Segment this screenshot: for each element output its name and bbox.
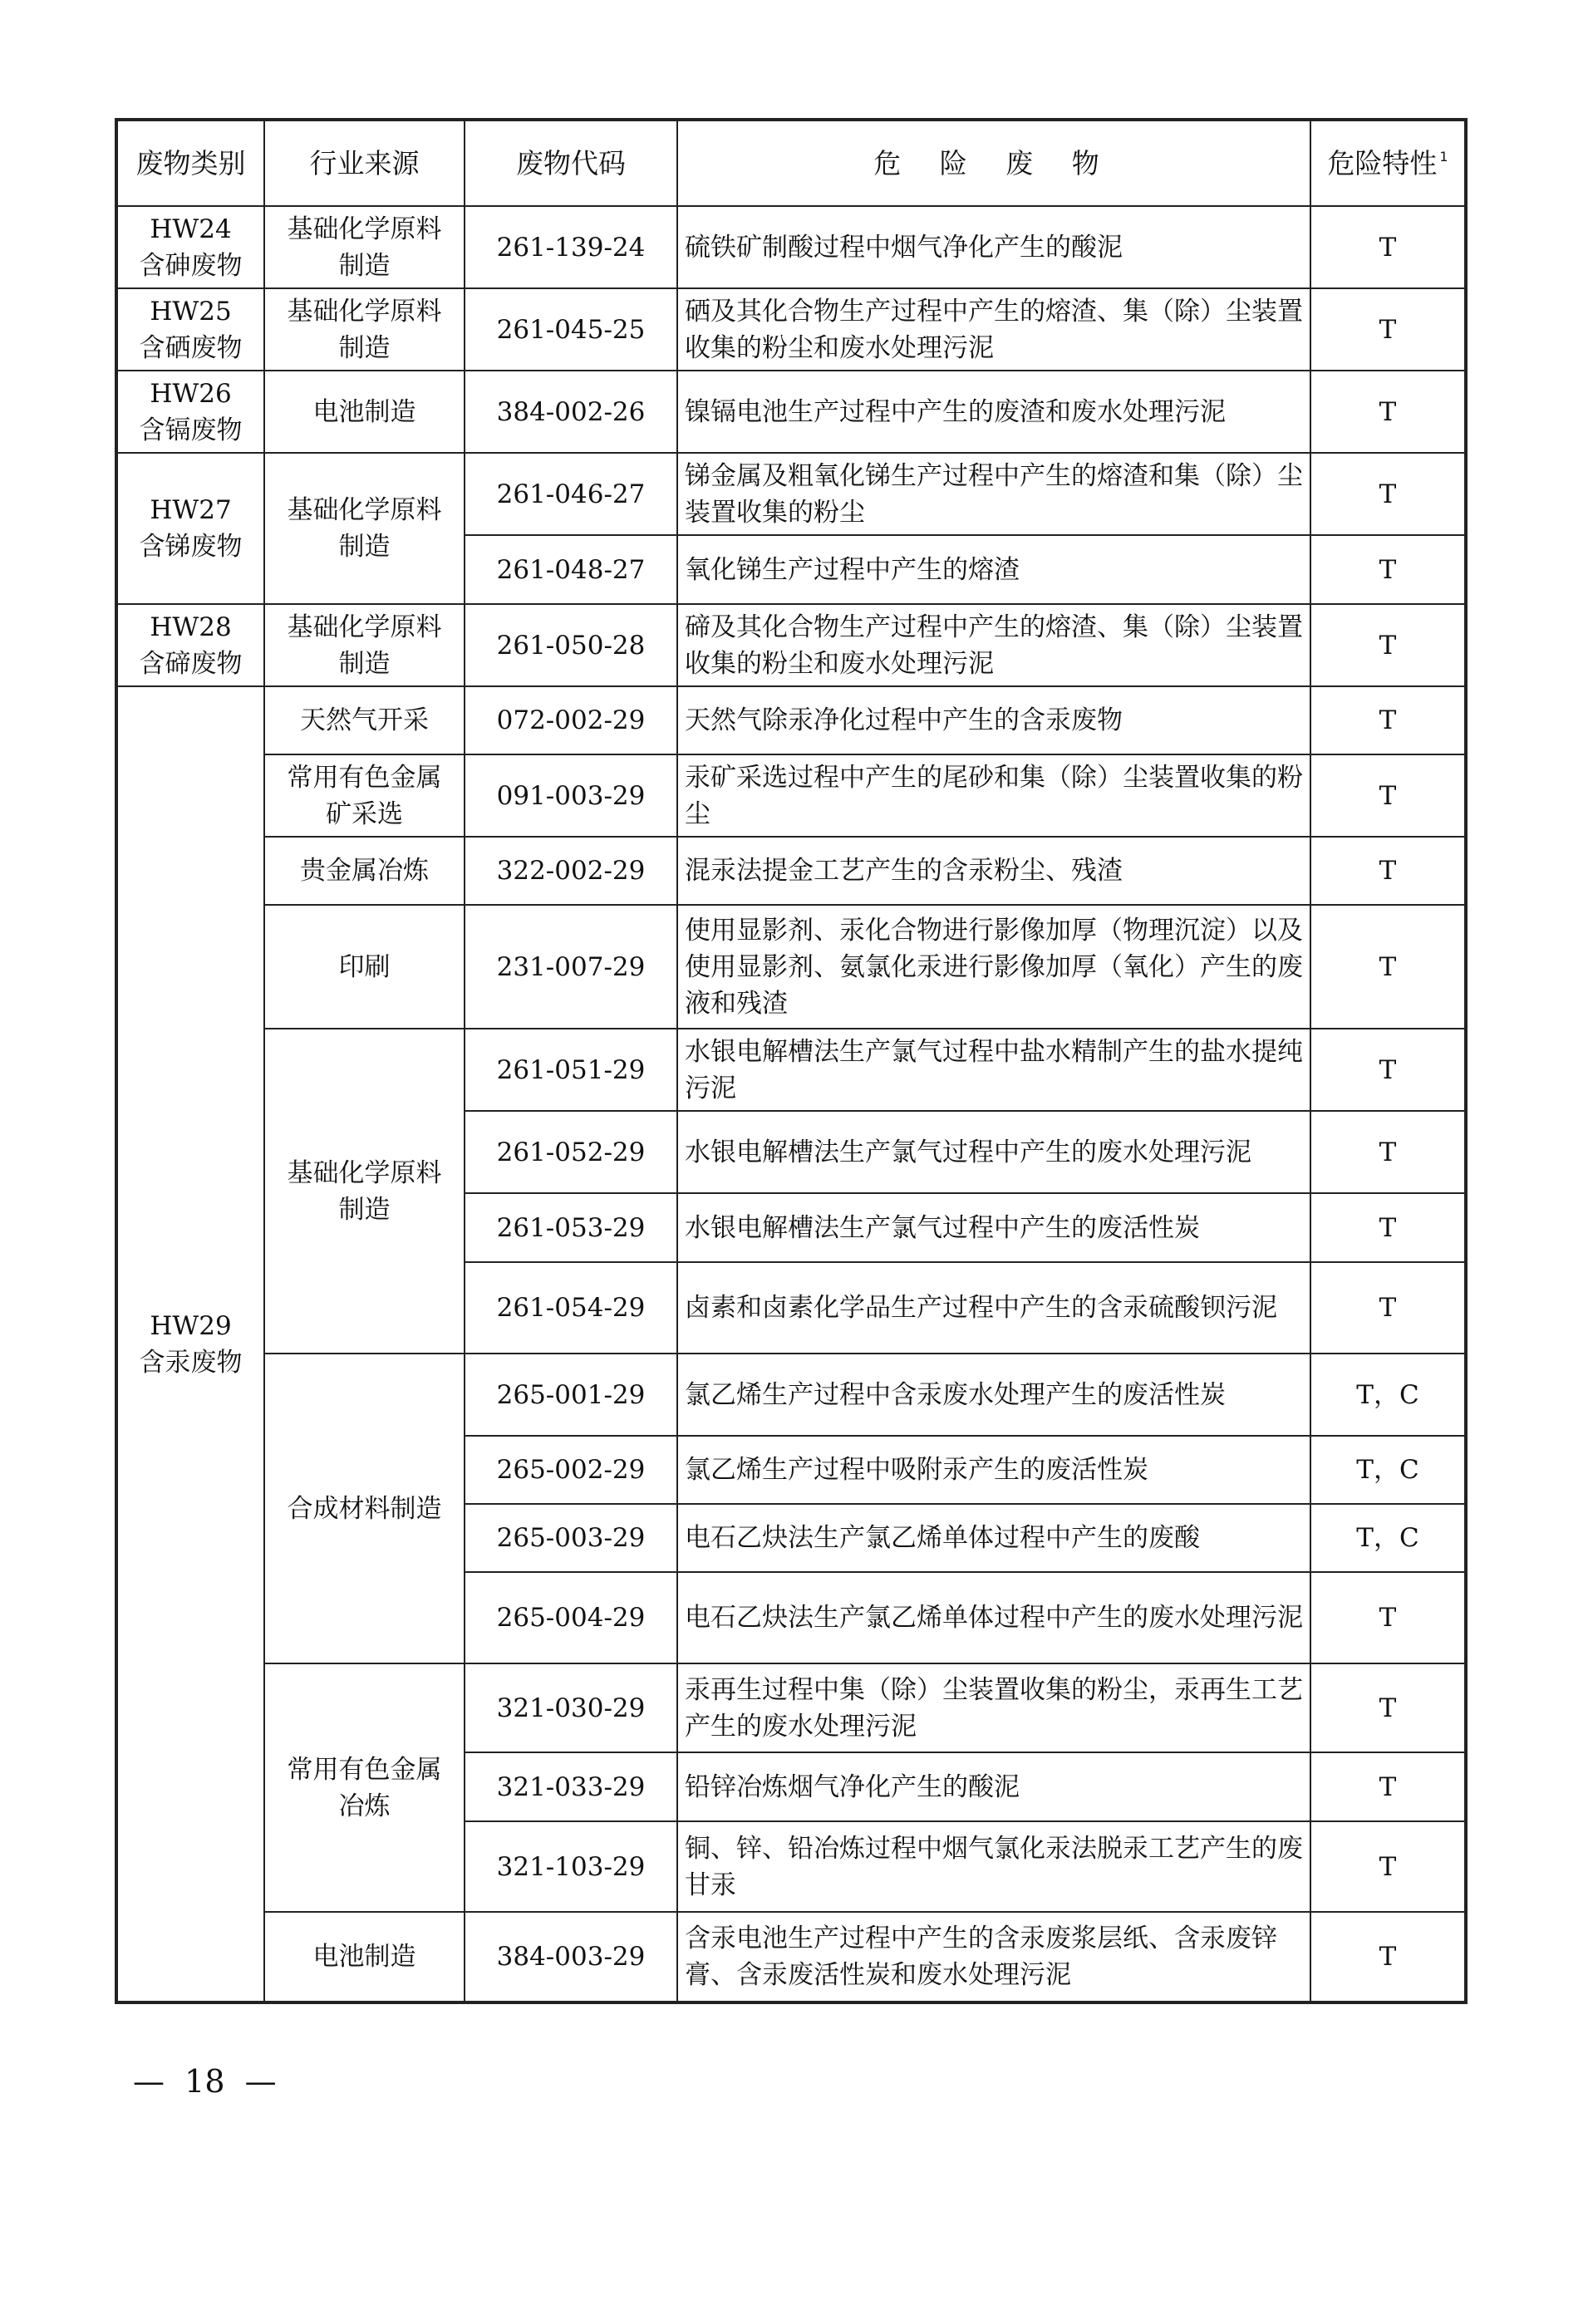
- hazard-cell: T: [1310, 686, 1466, 754]
- waste-cell: 汞矿采选过程中产生的尾砂和集（除）尘装置收集的粉尘: [677, 754, 1310, 837]
- page-number: — 18 —: [133, 2063, 277, 2100]
- source-cell: 合成材料制造: [264, 1354, 465, 1663]
- waste-cell: 硫铁矿制酸过程中烟气净化产生的酸泥: [677, 206, 1310, 288]
- code-cell: 261-050-28: [465, 604, 677, 686]
- hazard-cell: T: [1310, 754, 1466, 837]
- category-cell: HW26 含镉废物: [116, 371, 264, 453]
- header-code: 废物代码: [465, 120, 677, 206]
- source-cell: 电池制造: [264, 371, 465, 453]
- code-cell: 384-003-29: [465, 1912, 677, 2002]
- hazard-cell: T，C: [1310, 1504, 1466, 1572]
- hazard-cell: T: [1310, 288, 1466, 371]
- waste-cell: 天然气除汞净化过程中产生的含汞废物: [677, 686, 1310, 754]
- table-header-row: [116, 120, 1466, 206]
- waste-cell: 含汞电池生产过程中产生的含汞废浆层纸、含汞废锌膏、含汞废活性炭和废水处理污泥: [677, 1912, 1310, 2002]
- waste-cell: 水银电解槽法生产氯气过程中产生的废水处理污泥: [677, 1111, 1310, 1193]
- code-cell: 265-002-29: [465, 1436, 677, 1504]
- code-cell: 265-001-29: [465, 1354, 677, 1436]
- hazard-cell: T: [1310, 1912, 1466, 2002]
- waste-cell: 水银电解槽法生产氯气过程中产生的废活性炭: [677, 1193, 1310, 1262]
- category-cell: HW29 含汞废物: [116, 686, 264, 2002]
- waste-cell: 硒及其化合物生产过程中产生的熔渣、集（除）尘装置收集的粉尘和废水处理污泥: [677, 288, 1310, 371]
- code-cell: 091-003-29: [465, 754, 677, 837]
- category-cell: HW27 含锑废物: [116, 453, 264, 604]
- hazard-cell: T: [1310, 1262, 1466, 1354]
- waste-cell: 卤素和卤素化学品生产过程中产生的含汞硫酸钡污泥: [677, 1262, 1310, 1354]
- code-cell: 321-103-29: [465, 1821, 677, 1912]
- code-cell: 321-030-29: [465, 1663, 677, 1752]
- source-cell: 常用有色金属 冶炼: [264, 1663, 465, 1912]
- source-cell: 基础化学原料 制造: [264, 206, 465, 288]
- table-row: [116, 1354, 1466, 1436]
- hazard-cell: T，C: [1310, 1354, 1466, 1436]
- hazard-cell: T: [1310, 837, 1466, 905]
- footnote-marker: 1: [1439, 148, 1448, 165]
- waste-cell: 氧化锑生产过程中产生的熔渣: [677, 535, 1310, 604]
- waste-cell: 氯乙烯生产过程中含汞废水处理产生的废活性炭: [677, 1354, 1310, 1436]
- hazard-cell: T: [1310, 1193, 1466, 1262]
- table-row: [116, 754, 1466, 837]
- table-row: [116, 453, 1466, 535]
- table-row: [116, 1029, 1466, 1111]
- category-cell: HW28 含碲废物: [116, 604, 264, 686]
- table-row: [116, 206, 1466, 288]
- hazard-cell: T: [1310, 206, 1466, 288]
- code-cell: 261-051-29: [465, 1029, 677, 1111]
- hazard-cell: T: [1310, 905, 1466, 1029]
- source-cell: 基础化学原料 制造: [264, 1029, 465, 1354]
- waste-cell: 水银电解槽法生产氯气过程中盐水精制产生的盐水提纯污泥: [677, 1029, 1310, 1111]
- source-cell: 电池制造: [264, 1912, 465, 2002]
- waste-cell: 铅锌冶炼烟气净化产生的酸泥: [677, 1752, 1310, 1821]
- hazard-cell: T: [1310, 453, 1466, 535]
- waste-cell: 混汞法提金工艺产生的含汞粉尘、残渣: [677, 837, 1310, 905]
- waste-cell: 镍镉电池生产过程中产生的废渣和废水处理污泥: [677, 371, 1310, 453]
- table-row: [116, 604, 1466, 686]
- code-cell: 072-002-29: [465, 686, 677, 754]
- hazard-cell: T: [1310, 1663, 1466, 1752]
- source-cell: 基础化学原料 制造: [264, 288, 465, 371]
- source-cell: 印刷: [264, 905, 465, 1029]
- source-cell: 基础化学原料 制造: [264, 453, 465, 604]
- waste-cell: 电石乙炔法生产氯乙烯单体过程中产生的废酸: [677, 1504, 1310, 1572]
- table-row: [116, 905, 1466, 1029]
- code-cell: 384-002-26: [465, 371, 677, 453]
- code-cell: 265-004-29: [465, 1572, 677, 1663]
- code-cell: 322-002-29: [465, 837, 677, 905]
- waste-cell: 使用显影剂、汞化合物进行影像加厚（物理沉淀）以及使用显影剂、氨氯化汞进行影像加厚（氧化）产生的废液和残渣: [677, 905, 1310, 1029]
- waste-cell: 氯乙烯生产过程中吸附汞产生的废活性炭: [677, 1436, 1310, 1504]
- hazard-cell: T: [1310, 1821, 1466, 1912]
- code-cell: 265-003-29: [465, 1504, 677, 1572]
- code-cell: 261-045-25: [465, 288, 677, 371]
- table-row: [116, 837, 1466, 905]
- source-cell: 天然气开采: [264, 686, 465, 754]
- source-cell: 贵金属冶炼: [264, 837, 465, 905]
- category-cell: HW25 含硒废物: [116, 288, 264, 371]
- hazard-cell: T: [1310, 1572, 1466, 1663]
- table-row: [116, 371, 1466, 453]
- header-category: 废物类别: [116, 120, 264, 206]
- header-hazard: 危险特性 $^1$: [1310, 120, 1466, 206]
- code-cell: 261-046-27: [465, 453, 677, 535]
- source-cell: 常用有色金属 矿采选: [264, 754, 465, 837]
- waste-cell: 锑金属及粗氧化锑生产过程中产生的熔渣和集（除）尘装置收集的粉尘: [677, 453, 1310, 535]
- hazard-cell: T: [1310, 1752, 1466, 1821]
- waste-cell: 铜、锌、铅冶炼过程中烟气氯化汞法脱汞工艺产生的废甘汞: [677, 1821, 1310, 1912]
- header-source: 行业来源: [264, 120, 465, 206]
- code-cell: 261-052-29: [465, 1111, 677, 1193]
- hazard-cell: T: [1310, 604, 1466, 686]
- code-cell: 321-033-29: [465, 1752, 677, 1821]
- table-row: [116, 288, 1466, 371]
- code-cell: 261-048-27: [465, 535, 677, 604]
- table-row: [116, 686, 1466, 754]
- waste-cell: 汞再生过程中集（除）尘装置收集的粉尘，汞再生工艺产生的废水处理污泥: [677, 1663, 1310, 1752]
- hazard-cell: T: [1310, 1029, 1466, 1111]
- waste-cell: 电石乙炔法生产氯乙烯单体过程中产生的废水处理污泥: [677, 1572, 1310, 1663]
- table-row: [116, 1663, 1466, 1752]
- code-cell: 261-053-29: [465, 1193, 677, 1262]
- hazard-cell: T，C: [1310, 1436, 1466, 1504]
- hazard-cell: T: [1310, 535, 1466, 604]
- table-row: [116, 1912, 1466, 2002]
- waste-cell: 碲及其化合物生产过程中产生的熔渣、集（除）尘装置收集的粉尘和废水处理污泥: [677, 604, 1310, 686]
- code-cell: 231-007-29: [465, 905, 677, 1029]
- hazard-cell: T: [1310, 1111, 1466, 1193]
- code-cell: 261-054-29: [465, 1262, 677, 1354]
- code-cell: 261-139-24: [465, 206, 677, 288]
- hazardous-waste-table: [115, 118, 1468, 2004]
- category-cell: HW24 含砷废物: [116, 206, 264, 288]
- header-waste: 危 险 废 物: [677, 120, 1310, 206]
- hazard-cell: T: [1310, 371, 1466, 453]
- source-cell: 基础化学原料 制造: [264, 604, 465, 686]
